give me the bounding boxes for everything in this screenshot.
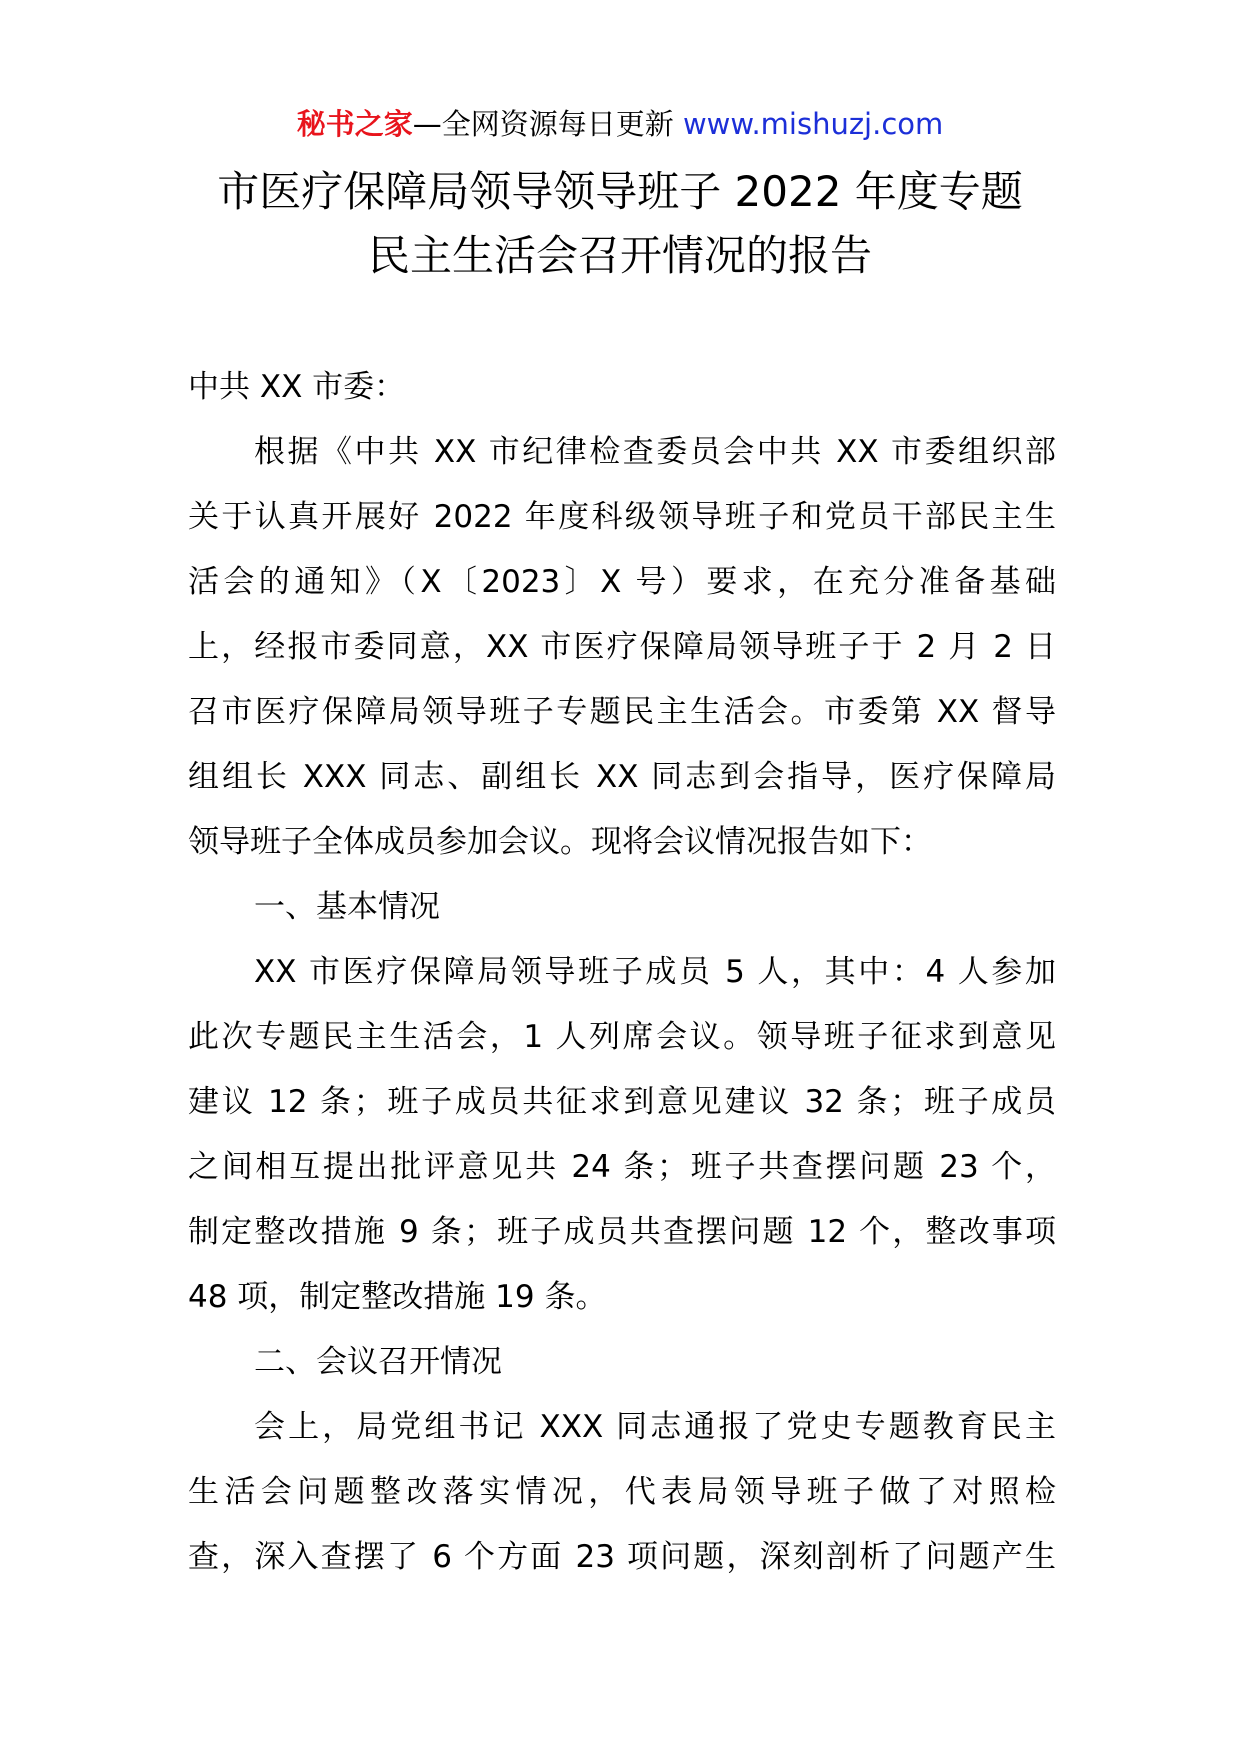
section-heading-2: 二、会议召开情况 bbox=[254, 1344, 502, 1380]
paragraph-line: 查，深入查摆了 6 个方面 23 项问题，深刻剖析了问题产生 bbox=[188, 1539, 1056, 1575]
paragraph-line: 活会的通知》（X〔2023〕X 号）要求，在充分准备基础 bbox=[188, 564, 1056, 600]
paragraph-line: 之间相互提出批评意见共 24 条；班子共查摆问题 23 个， bbox=[188, 1149, 1056, 1185]
paragraph-line: 制定整改措施 9 条；班子成员共查摆问题 12 个，整改事项 bbox=[188, 1214, 1056, 1250]
header-slogan: —全网资源每日更新 bbox=[412, 107, 683, 141]
paragraph-line: 召市医疗保障局领导班子专题民主生活会。市委第 XX 督导 bbox=[188, 694, 1056, 730]
document-body bbox=[188, 355, 1056, 1590]
paragraph-line: 生活会问题整改落实情况，代表局领导班子做了对照检 bbox=[188, 1474, 1056, 1510]
title-line-2: 民主生活会召开情况的报告 bbox=[367, 231, 872, 280]
watermark-header bbox=[0, 104, 1240, 144]
brand-name: 秘书之家 bbox=[296, 107, 413, 141]
site-link[interactable]: www.mishuzj.com bbox=[682, 107, 944, 141]
paragraph-line: 领导班子全体成员参加会议。现将会议情况报告如下： bbox=[188, 824, 932, 860]
section-heading-1: 一、基本情况 bbox=[254, 889, 440, 925]
paragraph-line: 组组长 XXX 同志、副组长 XX 同志到会指导，医疗保障局 bbox=[188, 759, 1056, 795]
paragraph-line: 根据《中共 XX 市纪律检查委员会中共 XX 市委组织部 bbox=[254, 434, 1056, 470]
title-line-1: 市医疗保障局领导领导班子 2022 年度专题 bbox=[217, 167, 1023, 216]
paragraph-line: XX 市医疗保障局领导班子成员 5 人，其中：4 人参加 bbox=[254, 954, 1056, 990]
salutation: 中共 XX 市委： bbox=[188, 369, 406, 405]
paragraph-line: 上，经报市委同意，XX 市医疗保障局领导班子于 2 月 2 日 bbox=[188, 629, 1056, 665]
paragraph-line: 关于认真开展好 2022 年度科级领导班子和党员干部民主生 bbox=[188, 499, 1056, 535]
paragraph-line: 会上，局党组书记 XXX 同志通报了党史专题教育民主 bbox=[254, 1409, 1056, 1445]
paragraph-line: 此次专题民主生活会，1 人列席会议。领导班子征求到意见 bbox=[188, 1019, 1056, 1055]
document-title bbox=[100, 160, 1140, 288]
paragraph-line: 48 项，制定整改措施 19 条。 bbox=[188, 1279, 607, 1315]
paragraph-line: 建议 12 条；班子成员共征求到意见建议 32 条；班子成员 bbox=[188, 1084, 1056, 1120]
